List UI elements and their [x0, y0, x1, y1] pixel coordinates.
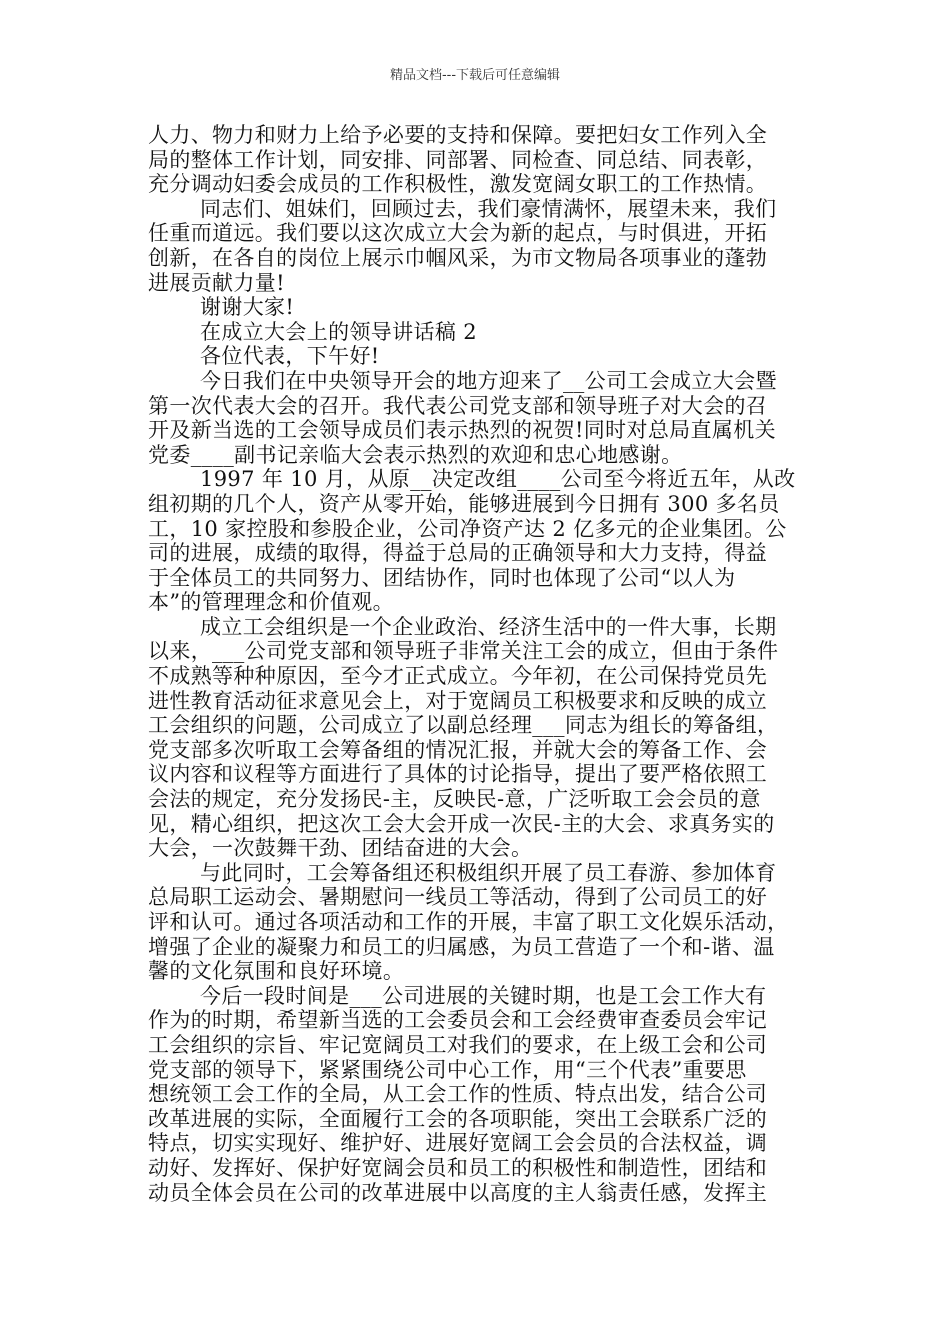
text-line: 党委____副书记亲临大会表示热烈的欢迎和忠心地感谢。 [148, 442, 683, 467]
text-line: 动员全体会员在公司的改革进展中以高度的主人翁责任感，发挥主 [148, 1180, 768, 1205]
paragraph-start-line: 1997 年 10 月，从原__决定改组____公司至今将近五年，从改 [200, 467, 796, 492]
section-title: 在成立大会上的领导讲话稿 2 [200, 319, 477, 344]
text-line: 大会，一次鼓舞干劲、团结奋进的大会。 [148, 836, 533, 861]
text-line: 以来，___公司党支部和领导班子非常关注工会的成立，但由于条件 [148, 639, 779, 664]
paragraph-start-line: 同志们、姐妹们，回顾过去，我们豪情满怀，展望未来，我们 [200, 196, 777, 221]
text-line: 见，精心组织，把这次工会大会开成一次民-主的大会、求真务实的 [148, 811, 775, 836]
text-line: 改革进展的实际，全面履行工会的各项职能，突出工会联系广泛的 [148, 1106, 768, 1131]
text-line: 党支部的领导下，紧紧围绕公司中心工作，用“三个代表”重要思 [148, 1057, 747, 1082]
paragraph-start-line: 与此同时，工会筹备组还积极组织开展了员工春游、参加体育 [200, 860, 777, 885]
text-line: 不成熟等种种原因，至今才正式成立。今年初，在公司保持党员先 [148, 664, 768, 689]
closing-line: 谢谢大家! [200, 295, 295, 320]
text-line: 想统领工会工作的全局，从工会工作的性质、特点出发，结合公司 [148, 1082, 768, 1107]
text-line: 进性教育活动征求意见会上，对于宽阔员工积极要求和反映的成立 [148, 688, 768, 713]
text-line: 评和认可。通过各项活动和工作的开展，丰富了职工文化娱乐活动， [148, 910, 789, 934]
text-line: 局的整体工作计划，同安排、同部署、同检查、同总结、同表彰， [148, 147, 768, 172]
text-line: 作为的时期，希望新当选的工会委员会和工会经费审查委员会牢记 [148, 1008, 768, 1033]
greeting-line: 各位代表，下午好! [200, 344, 380, 369]
text-line: 增强了企业的凝聚力和员工的归属感，为员工营造了一个和-谐、温 [148, 934, 775, 959]
page-header: 精品文档---下载后可任意编辑 [389, 68, 561, 83]
paragraph-start-line: 成立工会组织是一个企业政治、经济生活中的一件大事，长期 [200, 614, 777, 639]
text-line: 创新，在各自的岗位上展示巾帼风采，为市文物局各项事业的蓬勃 [148, 245, 768, 270]
text-line: 工，10 家控股和参股企业，公司净资产达 2 亿多元的企业集团。公 [148, 516, 787, 541]
text-line: 进展贡献力量! [148, 270, 285, 295]
text-line: 议内容和议程等方面进行了具体的讨论指导，提出了要严格依照工 [148, 762, 768, 787]
text-line: 司的进展，成绩的取得，得益于总局的正确领导和大力支持，得益 [148, 541, 768, 566]
text-line: 总局职工运动会、暑期慰问一线员工等活动，得到了公司员工的好 [148, 885, 768, 910]
text-line: 会法的规定，充分发扬民-主，反映民-意，广泛听取工会会员的意 [148, 787, 761, 812]
text-line: 特点，切实实现好、维护好、进展好宽阔工会会员的合法权益，调 [148, 1131, 768, 1156]
text-line: 第一次代表大会的召开。我代表公司党支部和领导班子对大会的召 [148, 393, 768, 418]
text-line: 动好、发挥好、保护好宽阔会员和员工的积极性和制造性，团结和 [148, 1155, 768, 1180]
paragraph-start-line: 今后一段时间是___公司进展的关键时期，也是工会工作大有 [200, 983, 767, 1008]
text-line: 馨的文化氛围和良好环境。 [148, 959, 405, 984]
text-line: 充分调动妇委会成员的工作积极性，激发宽阔女职工的工作热情。 [148, 172, 768, 197]
text-line: 人力、物力和财力上给予必要的支持和保障。要把妇女工作列入全 [148, 123, 768, 147]
document-body [148, 123, 818, 1205]
text-line: 于全体员工的共同努力、团结协作，同时也体现了公司“以人为 [148, 565, 736, 590]
text-line: 本”的管理理念和价值观。 [148, 590, 394, 615]
text-line: 任重而道远。我们要以这次成立大会为新的起点，与时俱进，开拓 [148, 221, 768, 246]
paragraph-start-line: 今日我们在中央领导开会的地方迎来了__公司工会成立大会暨 [200, 368, 777, 393]
text-line: 组初期的几个人，资产从零开始，能够进展到今日拥有 300 多名员 [148, 491, 780, 516]
text-line: 开及新当选的工会领导成员们表示热烈的祝贺!同时对总局直属机关 [148, 418, 776, 443]
text-line: 工会组织的问题，公司成立了以副总经理___同志为组长的筹备组， [148, 713, 779, 738]
text-line: 党支部多次听取工会筹备组的情况汇报，并就大会的筹备工作、会 [148, 737, 768, 762]
text-line: 工会组织的宗旨、牢记宽阔员工对我们的要求，在上级工会和公司 [148, 1032, 768, 1057]
